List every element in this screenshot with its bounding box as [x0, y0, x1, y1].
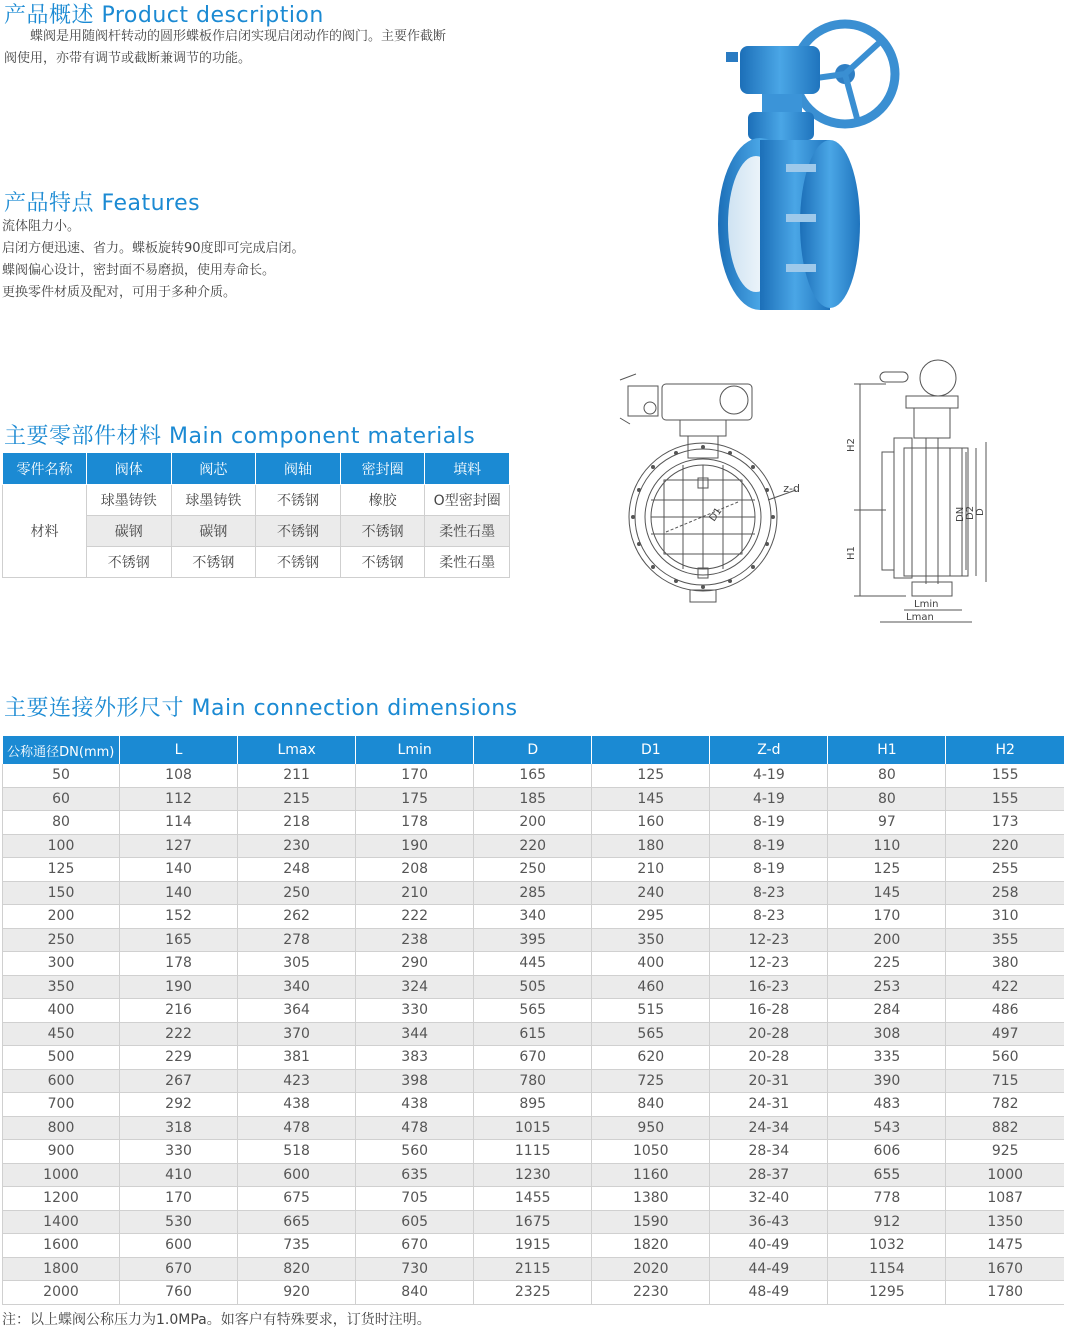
dimensions-cell: 200 — [3, 905, 120, 929]
dimensions-cell: 8-19 — [710, 834, 828, 858]
dimensions-row — [3, 1187, 1065, 1211]
dimensions-cell: 1780 — [946, 1281, 1064, 1305]
dimensions-cell: 530 — [120, 1210, 238, 1234]
dimensions-cell: 222 — [356, 905, 474, 929]
materials-title: 主要零部件材料 Main component materials — [4, 424, 476, 449]
materials-row — [3, 485, 510, 516]
feature-item: 启闭方便迅速、省力。蝶板旋转90度即可完成启闭。 — [2, 241, 305, 256]
materials-cell: 碳钢 — [87, 516, 172, 547]
dimensions-cell: 760 — [120, 1281, 238, 1305]
dimensions-cell: 400 — [3, 999, 120, 1023]
dimensions-cell: 100 — [3, 834, 120, 858]
dimensions-row — [3, 999, 1065, 1023]
materials-cell: 不锈钢 — [256, 547, 341, 578]
dimensions-cell: 165 — [474, 764, 592, 787]
dimensions-cell: 2115 — [474, 1257, 592, 1281]
dimensions-cell: 380 — [946, 952, 1064, 976]
dimensions-cell: 170 — [828, 905, 946, 929]
dimensions-cell: 655 — [828, 1163, 946, 1187]
materials-row-label: 材料 — [3, 485, 87, 578]
description-line-1: 蝶阀是用随阀杆转动的圆形蝶板作启闭实现启闭动作的阀门。主要作截断 — [4, 29, 447, 44]
dimensions-cell: 478 — [238, 1116, 356, 1140]
dimensions-cell: 178 — [356, 811, 474, 835]
dimensions-cell: 152 — [120, 905, 238, 929]
dimensions-cell: 262 — [238, 905, 356, 929]
dimensions-cell: 218 — [238, 811, 356, 835]
dimensions-cell: 518 — [238, 1140, 356, 1164]
dimensions-cell: 290 — [356, 952, 474, 976]
dimensions-cell: 170 — [356, 764, 474, 787]
dimensions-cell: 950 — [592, 1116, 710, 1140]
dimensions-cell: 381 — [238, 1046, 356, 1070]
dimensions-header-cell: H1 — [828, 736, 946, 764]
dimensions-cell: 295 — [592, 905, 710, 929]
materials-header-cell: 阀轴 — [256, 453, 341, 485]
dimensions-cell: 1295 — [828, 1281, 946, 1305]
dimensions-cell: 255 — [946, 858, 1064, 882]
product-description-title: 产品概述 Product description — [4, 3, 324, 28]
dimensions-cell: 28-37 — [710, 1163, 828, 1187]
dimensions-title: 主要连接外形尺寸 Main connection dimensions — [4, 696, 518, 721]
dimensions-cell: 20-28 — [710, 1022, 828, 1046]
dimensions-cell: 670 — [474, 1046, 592, 1070]
dimensions-cell: 670 — [120, 1257, 238, 1281]
dimensions-cell: 170 — [120, 1187, 238, 1211]
dimensions-cell: 222 — [120, 1022, 238, 1046]
dimensions-cell: 160 — [592, 811, 710, 835]
dimensions-cell: 108 — [120, 764, 238, 787]
dimensions-cell: 2020 — [592, 1257, 710, 1281]
dimensions-cell: 140 — [120, 881, 238, 905]
dimensions-cell: 840 — [592, 1093, 710, 1117]
dimensions-cell: 560 — [356, 1140, 474, 1164]
dimensions-cell: 278 — [238, 928, 356, 952]
dimensions-cell: 24-34 — [710, 1116, 828, 1140]
dimensions-cell: 1675 — [474, 1210, 592, 1234]
dimensions-cell: 1000 — [3, 1163, 120, 1187]
dimensions-cell: 705 — [356, 1187, 474, 1211]
dimensions-cell: 500 — [3, 1046, 120, 1070]
dimensions-cell: 200 — [828, 928, 946, 952]
dimensions-cell: 300 — [3, 952, 120, 976]
dimensions-cell: 16-28 — [710, 999, 828, 1023]
materials-header-cell: 密封圈 — [340, 453, 425, 485]
dimensions-header-cell: Lmin — [356, 736, 474, 764]
dimensions-cell: 208 — [356, 858, 474, 882]
dimensions-cell: 155 — [946, 764, 1064, 787]
materials-header-cell: 阀体 — [87, 453, 172, 485]
dimensions-cell: 4-19 — [710, 764, 828, 787]
dimensions-cell: 216 — [120, 999, 238, 1023]
dimensions-cell: 486 — [946, 999, 1064, 1023]
dimensions-cell: 211 — [238, 764, 356, 787]
dimensions-cell: 178 — [120, 952, 238, 976]
dimensions-row — [3, 1163, 1065, 1187]
materials-header-cell: 填料 — [425, 453, 510, 485]
dimensions-header-cell: Lmax — [238, 736, 356, 764]
dimensions-cell: 20-28 — [710, 1046, 828, 1070]
dimensions-cell: 438 — [356, 1093, 474, 1117]
dimensions-header-cell: L — [120, 736, 238, 764]
materials-cell: 不锈钢 — [256, 485, 341, 516]
dimensions-cell: 1455 — [474, 1187, 592, 1211]
dimensions-cell: 782 — [946, 1093, 1064, 1117]
dimensions-cell: 8-19 — [710, 811, 828, 835]
dimensions-cell: 60 — [3, 787, 120, 811]
dimensions-row — [3, 858, 1065, 882]
dimensions-cell: 190 — [356, 834, 474, 858]
dimensions-cell: 355 — [946, 928, 1064, 952]
dimensions-cell: 635 — [356, 1163, 474, 1187]
materials-cell: O型密封圈 — [425, 485, 510, 516]
dimensions-cell: 127 — [120, 834, 238, 858]
h2-label: H2 — [846, 438, 857, 452]
h1-label: H1 — [846, 546, 857, 560]
dimensions-cell: 125 — [3, 858, 120, 882]
dimensions-cell: 12-23 — [710, 928, 828, 952]
dimensions-cell: 925 — [946, 1140, 1064, 1164]
dimensions-row — [3, 1210, 1065, 1234]
dimensions-cell: 24-31 — [710, 1093, 828, 1117]
dimensions-cell: 28-34 — [710, 1140, 828, 1164]
dimensions-row — [3, 1046, 1065, 1070]
dimensions-cell: 422 — [946, 975, 1064, 999]
zd-label: z-d — [783, 482, 800, 495]
dimensions-cell: 370 — [238, 1022, 356, 1046]
dimensions-cell: 840 — [356, 1281, 474, 1305]
dimensions-cell: 1670 — [946, 1257, 1064, 1281]
feature-item: 更换零件材质及配对，可用于多种介质。 — [2, 285, 237, 300]
dimensions-cell: 1915 — [474, 1234, 592, 1258]
dimensions-cell: 16-23 — [710, 975, 828, 999]
materials-cell: 橡胶 — [340, 485, 425, 516]
dimensions-cell: 150 — [3, 881, 120, 905]
dimensions-cell: 800 — [3, 1116, 120, 1140]
dimensions-cell: 410 — [120, 1163, 238, 1187]
materials-cell: 不锈钢 — [171, 547, 256, 578]
dimensions-cell: 605 — [356, 1210, 474, 1234]
dimensions-cell: 220 — [946, 834, 1064, 858]
dimensions-cell: 670 — [356, 1234, 474, 1258]
dimensions-cell: 185 — [474, 787, 592, 811]
dimensions-cell: 97 — [828, 811, 946, 835]
materials-cell: 不锈钢 — [256, 516, 341, 547]
dimensions-cell: 483 — [828, 1093, 946, 1117]
materials-cell: 碳钢 — [171, 516, 256, 547]
dimensions-cell: 350 — [3, 975, 120, 999]
dimensions-header-row — [3, 736, 1065, 764]
dimensions-cell: 140 — [120, 858, 238, 882]
dimensions-cell: 778 — [828, 1187, 946, 1211]
dimensions-cell: 114 — [120, 811, 238, 835]
dimensions-cell: 155 — [946, 787, 1064, 811]
dimensions-cell: 1350 — [946, 1210, 1064, 1234]
description-line-2: 阀使用，亦带有调节或截断兼调节的功能。 — [4, 51, 252, 66]
dimensions-cell: 1820 — [592, 1234, 710, 1258]
dimensions-cell: 398 — [356, 1069, 474, 1093]
dimensions-cell: 820 — [238, 1257, 356, 1281]
dimensions-row — [3, 975, 1065, 999]
dimensions-cell: 80 — [3, 811, 120, 835]
dimensions-row — [3, 881, 1065, 905]
materials-cell: 不锈钢 — [340, 516, 425, 547]
dimensions-cell: 230 — [238, 834, 356, 858]
dimensions-cell: 8-23 — [710, 881, 828, 905]
dimensions-cell: 32-40 — [710, 1187, 828, 1211]
dimensions-cell: 350 — [592, 928, 710, 952]
dimensions-row — [3, 811, 1065, 835]
dimensions-row — [3, 1116, 1065, 1140]
dimensions-cell: 340 — [238, 975, 356, 999]
dimensions-cell: 175 — [356, 787, 474, 811]
dimensions-cell: 250 — [238, 881, 356, 905]
dimensions-cell: 497 — [946, 1022, 1064, 1046]
dimensions-cell: 40-49 — [710, 1234, 828, 1258]
dimensions-cell: 12-23 — [710, 952, 828, 976]
dimensions-cell: 112 — [120, 787, 238, 811]
dimensions-cell: 1380 — [592, 1187, 710, 1211]
dimensions-cell: 1230 — [474, 1163, 592, 1187]
materials-cell: 不锈钢 — [340, 547, 425, 578]
materials-cell: 球墨铸铁 — [171, 485, 256, 516]
dimensions-cell: 912 — [828, 1210, 946, 1234]
dimensions-row — [3, 1281, 1065, 1305]
dimensions-cell: 1050 — [592, 1140, 710, 1164]
dimensions-cell: 165 — [120, 928, 238, 952]
materials-cell: 球墨铸铁 — [87, 485, 172, 516]
materials-header-cell: 阀芯 — [171, 453, 256, 485]
front-view-drawing — [606, 372, 800, 627]
dimensions-row — [3, 1069, 1065, 1093]
dimensions-cell: 284 — [828, 999, 946, 1023]
dimensions-cell: 173 — [946, 811, 1064, 835]
dimensions-cell: 900 — [3, 1140, 120, 1164]
dimensions-cell: 505 — [474, 975, 592, 999]
dimensions-row — [3, 1140, 1065, 1164]
dimensions-cell: 200 — [474, 811, 592, 835]
dimensions-cell: 1154 — [828, 1257, 946, 1281]
dimensions-cell: 215 — [238, 787, 356, 811]
dimensions-cell: 267 — [120, 1069, 238, 1093]
dimensions-cell: 48-49 — [710, 1281, 828, 1305]
materials-header-row — [3, 453, 510, 485]
dimensions-cell: 665 — [238, 1210, 356, 1234]
dimensions-cell: 190 — [120, 975, 238, 999]
feature-item: 流体阻力小。 — [2, 219, 81, 234]
dimensions-cell: 615 — [474, 1022, 592, 1046]
dimensions-cell: 1475 — [946, 1234, 1064, 1258]
dimensions-cell: 675 — [238, 1187, 356, 1211]
dimensions-cell: 344 — [356, 1022, 474, 1046]
dimensions-cell: 308 — [828, 1022, 946, 1046]
product-description-text — [4, 26, 446, 70]
dimensions-body — [3, 764, 1065, 1304]
dimensions-cell: 565 — [592, 1022, 710, 1046]
dimensions-cell: 600 — [238, 1163, 356, 1187]
dimensions-cell: 620 — [592, 1046, 710, 1070]
dimensions-row — [3, 952, 1065, 976]
dimensions-cell: 780 — [474, 1069, 592, 1093]
dimensions-cell: 395 — [474, 928, 592, 952]
dimensions-cell: 330 — [120, 1140, 238, 1164]
dimensions-table — [2, 736, 1064, 1305]
dimensions-cell: 285 — [474, 881, 592, 905]
dimensions-row — [3, 905, 1065, 929]
dimensions-cell: 715 — [946, 1069, 1064, 1093]
dimensions-cell: 250 — [3, 928, 120, 952]
dimensions-cell: 80 — [828, 787, 946, 811]
dimensions-cell: 210 — [356, 881, 474, 905]
dimensions-cell: 478 — [356, 1116, 474, 1140]
dimensions-row — [3, 1093, 1065, 1117]
dimensions-cell: 8-19 — [710, 858, 828, 882]
dimensions-cell: 1000 — [946, 1163, 1064, 1187]
footnote: 注：以上蝶阀公称压力为1.0MPa。如客户有特殊要求，订货时注明。 — [2, 1312, 431, 1328]
dimensions-cell: 460 — [592, 975, 710, 999]
dimensions-cell: 1160 — [592, 1163, 710, 1187]
dimensions-cell: 600 — [3, 1069, 120, 1093]
dimensions-header-cell: H2 — [946, 736, 1064, 764]
dimensions-header-cell: 公称通径DN(mm) — [3, 736, 120, 764]
dimensions-cell: 220 — [474, 834, 592, 858]
dimensions-cell: 1200 — [3, 1187, 120, 1211]
dimensions-cell: 248 — [238, 858, 356, 882]
dimensions-row — [3, 787, 1065, 811]
feature-item: 蝶阀偏心设计，密封面不易磨损，使用寿命长。 — [2, 263, 276, 278]
dimensions-cell: 253 — [828, 975, 946, 999]
dimensions-cell: 1800 — [3, 1257, 120, 1281]
d1-label: D1 — [707, 505, 725, 524]
dimensions-cell: 305 — [238, 952, 356, 976]
dimensions-cell: 318 — [120, 1116, 238, 1140]
materials-cell: 不锈钢 — [87, 547, 172, 578]
dimensions-cell: 543 — [828, 1116, 946, 1140]
dimensions-cell: 50 — [3, 764, 120, 787]
lmin-label: Lmin — [914, 599, 939, 610]
features-title: 产品特点 Features — [4, 191, 201, 216]
dimensions-cell: 125 — [828, 858, 946, 882]
dimensions-row — [3, 928, 1065, 952]
dimensions-header-cell: D1 — [592, 736, 710, 764]
butterfly-valve-photo — [690, 14, 930, 314]
dimensions-cell: 335 — [828, 1046, 946, 1070]
dimensions-cell: 210 — [592, 858, 710, 882]
dimensions-cell: 4-19 — [710, 787, 828, 811]
dimensions-cell: 920 — [238, 1281, 356, 1305]
dimensions-cell: 1590 — [592, 1210, 710, 1234]
dimensions-cell: 145 — [592, 787, 710, 811]
dimensions-cell: 250 — [474, 858, 592, 882]
dimensions-row — [3, 1022, 1065, 1046]
dimensions-cell: 600 — [120, 1234, 238, 1258]
dimensions-cell: 423 — [238, 1069, 356, 1093]
dimensions-cell: 324 — [356, 975, 474, 999]
dimensions-cell: 390 — [828, 1069, 946, 1093]
dimensions-cell: 383 — [356, 1046, 474, 1070]
materials-cell: 柔性石墨 — [425, 547, 510, 578]
dimensions-cell: 1400 — [3, 1210, 120, 1234]
dimensions-cell: 36-43 — [710, 1210, 828, 1234]
dimensions-cell: 225 — [828, 952, 946, 976]
dimensions-row — [3, 1234, 1065, 1258]
materials-table — [2, 452, 510, 578]
dimensions-cell: 80 — [828, 764, 946, 787]
dimensions-cell: 125 — [592, 764, 710, 787]
dimensions-cell: 2000 — [3, 1281, 120, 1305]
dimensions-cell: 1600 — [3, 1234, 120, 1258]
dimensions-cell: 292 — [120, 1093, 238, 1117]
features-list — [2, 216, 305, 304]
dimensions-cell: 445 — [474, 952, 592, 976]
dimensions-cell: 180 — [592, 834, 710, 858]
dimensions-cell: 2230 — [592, 1281, 710, 1305]
dimensions-cell: 560 — [946, 1046, 1064, 1070]
dimensions-cell: 515 — [592, 999, 710, 1023]
dimensions-cell: 606 — [828, 1140, 946, 1164]
dimensions-cell: 145 — [828, 881, 946, 905]
dimensions-cell: 44-49 — [710, 1257, 828, 1281]
side-view-drawing — [846, 356, 1006, 626]
dimensions-cell: 1115 — [474, 1140, 592, 1164]
dimensions-cell: 110 — [828, 834, 946, 858]
dimensions-cell: 400 — [592, 952, 710, 976]
dimensions-cell: 238 — [356, 928, 474, 952]
dimensions-row — [3, 764, 1065, 787]
dimensions-cell: 20-31 — [710, 1069, 828, 1093]
dimensions-cell: 258 — [946, 881, 1064, 905]
dimensions-cell: 1015 — [474, 1116, 592, 1140]
dimensions-cell: 450 — [3, 1022, 120, 1046]
d2-label: D2 — [965, 505, 976, 520]
d-label: D — [975, 508, 986, 516]
dimensions-cell: 240 — [592, 881, 710, 905]
dimensions-cell: 1087 — [946, 1187, 1064, 1211]
dimensions-cell: 340 — [474, 905, 592, 929]
dimensions-cell: 730 — [356, 1257, 474, 1281]
dimensions-cell: 565 — [474, 999, 592, 1023]
dimensions-row — [3, 1257, 1065, 1281]
dimensions-cell: 735 — [238, 1234, 356, 1258]
dimensions-cell: 438 — [238, 1093, 356, 1117]
lmax-label: Lman — [906, 612, 934, 623]
materials-cell: 柔性石墨 — [425, 516, 510, 547]
dimensions-header-cell: Z-d — [710, 736, 828, 764]
materials-header-cell: 零件名称 — [3, 453, 87, 485]
dimensions-cell: 725 — [592, 1069, 710, 1093]
dimensions-cell: 364 — [238, 999, 356, 1023]
dimensions-cell: 1032 — [828, 1234, 946, 1258]
dimensions-cell: 8-23 — [710, 905, 828, 929]
dimensions-cell: 2325 — [474, 1281, 592, 1305]
dimensions-cell: 895 — [474, 1093, 592, 1117]
dimensions-cell: 882 — [946, 1116, 1064, 1140]
dimensions-header-cell: D — [474, 736, 592, 764]
dn-label: DN — [955, 506, 966, 522]
dimensions-cell: 310 — [946, 905, 1064, 929]
dimensions-row — [3, 834, 1065, 858]
dimensions-cell: 700 — [3, 1093, 120, 1117]
dimensions-cell: 330 — [356, 999, 474, 1023]
dimensions-cell: 229 — [120, 1046, 238, 1070]
